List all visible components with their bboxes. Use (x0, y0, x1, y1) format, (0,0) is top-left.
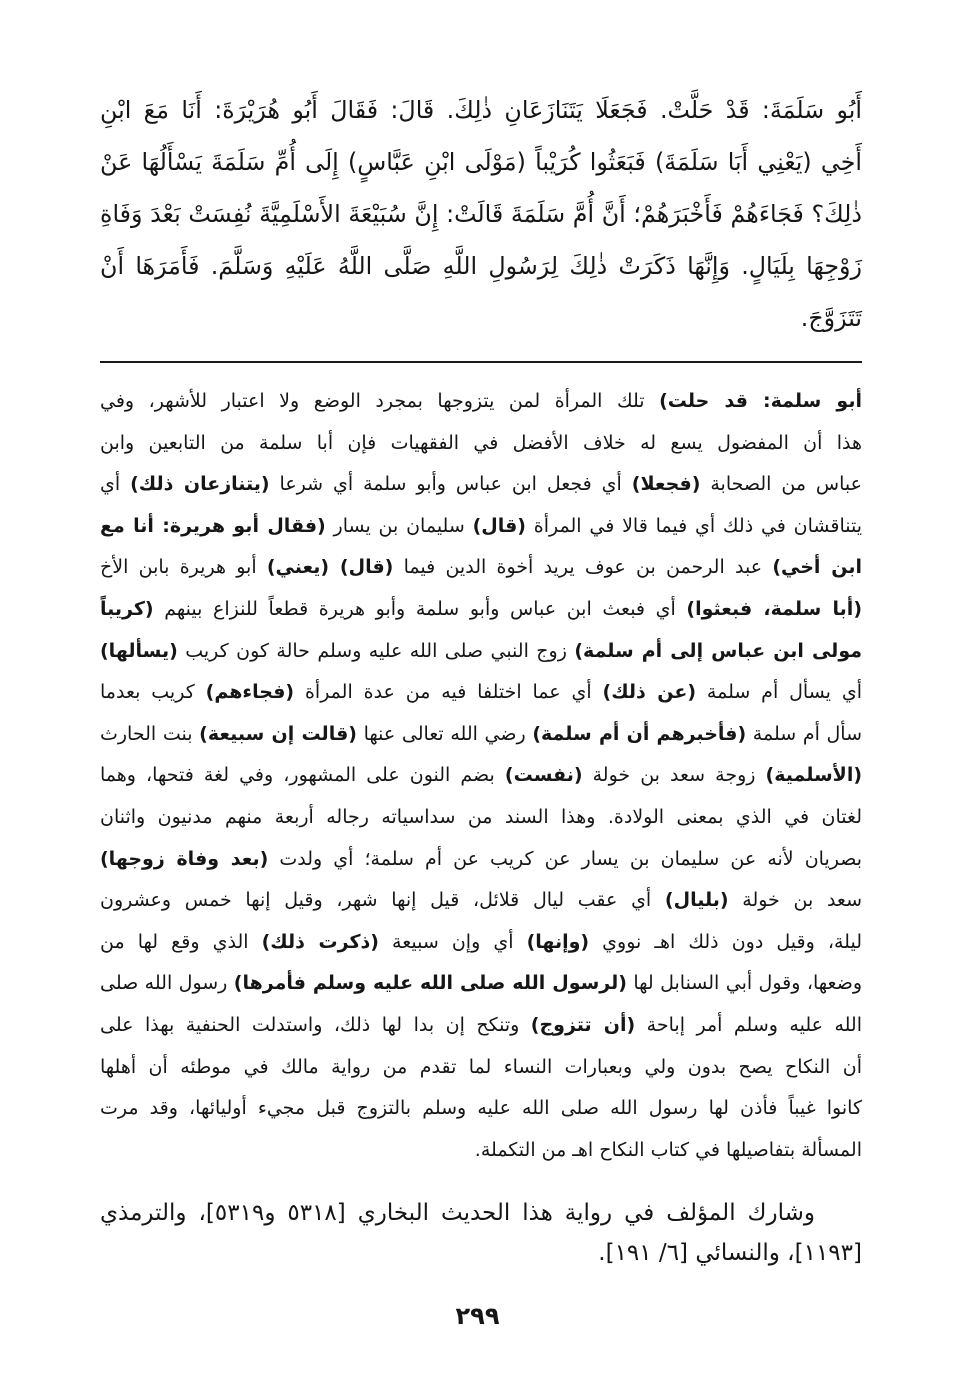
takhrij-line: وشارك المؤلف في رواية هذا الحديث البخاري [٥٣١٨ و٥٣١٩]، والترمذي (100, 1200, 815, 1226)
commentary-line (100, 1005, 862, 1047)
commentary-text: زوجة سعد بن خولة (582, 764, 766, 787)
quoted-hadith-phrase: (لرسول الله صلى الله عليه وسلم فأمرها) (233, 972, 627, 995)
commentary-text: بصريان لأنه عن سليمان بن يسار عن كريب عن أم سلمة؛ أي ولدت (268, 847, 862, 870)
commentary-line (100, 672, 862, 714)
commentary-text: كانوا غيباً فأذن لها رسول الله صلى الله عليه وسلم بالتزوج قبل مجيء أوليائها، وقد مرت (100, 1097, 862, 1120)
quoted-hadith-phrase: (أن تتزوج) (530, 1013, 636, 1036)
quoted-hadith-phrase: (عن ذلك) (602, 681, 697, 704)
commentary-text: أي فبعث ابن عباس وأبو سلمة وأبو هريرة قطعاً للنزاع بينهم (153, 597, 687, 620)
separator-rule (100, 361, 862, 363)
takhrij-note (100, 1193, 862, 1273)
quoted-hadith-phrase: (فجعلا) (631, 473, 701, 496)
commentary-text: رسول الله صلى (100, 972, 234, 995)
quoted-hadith-phrase: (بعد وفاة زوجها) (100, 847, 269, 870)
commentary-text: أي عما اختلفا فيه من عدة المرأة (294, 681, 603, 704)
commentary (100, 381, 862, 1171)
commentary-text: الذي وقع لها من (100, 930, 262, 953)
commentary-text: أي (100, 473, 131, 496)
quoted-hadith-phrase: (أبا سلمة، فبعثوا) (686, 597, 862, 620)
commentary-text: ليلة، وقيل دون ذلك اهـ نووي (589, 930, 862, 953)
quoted-hadith-phrase: (قال) (472, 514, 526, 537)
commentary-text: المسألة بتفاصيلها في كتاب النكاح اهـ من التكملة. (474, 1138, 862, 1161)
commentary-line (100, 880, 862, 922)
quoted-hadith-phrase: (وإنها) (526, 930, 590, 953)
commentary-text: أن النكاح يصح بدون ولي وبعبارات النساء لما تقدم من رواية مالك في موطئه أن أهلها (100, 1055, 862, 1078)
commentary-text: أي وإن سبيعة (378, 930, 527, 953)
quoted-hadith-phrase: (فقال أبو هريرة: أنا مع (100, 514, 326, 537)
hadith-line: تَتَزَوَّجَ. (800, 304, 862, 332)
commentary-line (100, 1047, 862, 1089)
commentary-text: كريب بعدما (100, 681, 206, 704)
commentary-text: سأل أم سلمة (746, 722, 863, 745)
commentary-text: لغتان في الذي بمعنى الولادة. وهذا السند من سداسياته رجاله أربعة منهم مدنيون واثنان (100, 805, 862, 828)
commentary-text: هذا أن المفضول يسع له خلاف الأفضل في الفقهيات فإن أبا سلمة من التابعين وابن (100, 431, 862, 454)
commentary-text: زوج النبي صلى الله عليه وسلم حالة كون كريب (177, 639, 575, 662)
commentary-line (100, 839, 862, 881)
commentary-text: عبد الرحمن بن عوف يريد أخوة الدين فيما (393, 556, 773, 579)
quoted-hadith-phrase: (فجاءهم) (205, 681, 295, 704)
hadith-line: زَوْجِهَا بِلَيَالٍ. وَإِنَّهَا ذَكَرَتْ ذٰلِكَ لِرَسُولِ اللَّهِ صَلَّى اللَّهُ عَلَيْهِ وَسَلَّمَ. فَأَمَرَهَا أَنْ (100, 252, 862, 280)
commentary-text: عباس من الصحابة (700, 473, 862, 496)
commentary-line (100, 464, 862, 506)
quoted-hadith-phrase: (يتنازعان ذلك) (130, 473, 270, 496)
commentary-line (100, 506, 862, 548)
hadith-text (100, 84, 862, 344)
commentary-line (100, 547, 862, 589)
commentary-text: رضي الله تعالى عنها (356, 722, 533, 745)
commentary-line (100, 381, 862, 423)
hadith-line: أَخِي (يَعْنِي أَبَا سَلَمَةَ) فَبَعَثُوا كُرَيْباً (مَوْلَى ابْنِ عَبَّاسٍ) إِلَى أُمِّ سَلَمَةَ يَسْأَلُهَا عَنْ (100, 148, 862, 176)
quoted-hadith-phrase: مولى ابن عباس إلى أم سلمة) (574, 639, 862, 662)
quoted-hadith-phrase: (فأخبرهم أن أم سلمة) (532, 722, 747, 745)
commentary-line (100, 631, 862, 673)
commentary-line (100, 714, 862, 756)
commentary-text: أي يسأل أم سلمة (696, 681, 862, 704)
commentary-text: بنت الحارث (100, 722, 200, 745)
commentary-text: أبو هريرة بابن الأخ (100, 556, 267, 579)
hadith-line: ذٰلِكَ؟ فَجَاءَهُمْ فَأَخْبَرَهُمْ؛ أَنَّ أُمَّ سَلَمَةَ قَالَتْ: إِنَّ سُبَيْعَةَ الأَسْلَمِيَّةَ نُفِسَتْ بَعْدَ وَفَاةِ (100, 200, 862, 228)
commentary-text: أي فجعل ابن عباس وأبو سلمة أي شرعا (269, 473, 632, 496)
commentary-line (100, 1130, 862, 1172)
quoted-hadith-phrase: (قالت إن سبيعة) (199, 722, 357, 745)
commentary-line (100, 922, 862, 964)
commentary-text: بضم النون على المشهور، وفي لغة فتحها، وهما (100, 764, 505, 787)
commentary-line (100, 797, 862, 839)
quoted-hadith-phrase: أبو سلمة: قد حلت) (659, 390, 862, 412)
commentary-text: تلك المرأة لمن يتزوجها بمجرد الوضع ولا اعتبار للأشهر، وفي (100, 390, 660, 412)
quoted-hadith-phrase: (نفست) (504, 764, 583, 787)
commentary-line (100, 755, 862, 797)
commentary-text: وضعها، وقول أبي السنابل لها (626, 972, 862, 995)
commentary-line (100, 423, 862, 465)
quoted-hadith-phrase: (بليال) (664, 889, 729, 912)
takhrij-line: [١١٩٣]، والنسائي [٦/ ١٩١]. (598, 1240, 862, 1266)
commentary-text: أي عقب ليال قلائل، قيل إنها شهر، وقيل إنها خمس وعشرون (100, 889, 665, 912)
quoted-hadith-phrase: (كريباً (100, 597, 154, 620)
commentary-line (100, 963, 862, 1005)
quoted-hadith-phrase: (يسألها) (100, 639, 178, 662)
commentary-text: سليمان بن يسار (325, 514, 473, 537)
page-number: ٢٩٩ (455, 1302, 500, 1330)
commentary-text: يتناقشان في ذلك أي فيما قالا في المرأة (526, 514, 862, 537)
commentary-text: الله عليه وسلم أمر إباحة (635, 1013, 863, 1036)
commentary-line (100, 1088, 862, 1130)
quoted-hadith-phrase: (قال) (يعني) (266, 556, 394, 579)
commentary-text: سعد بن خولة (728, 889, 863, 912)
commentary-line (100, 589, 862, 631)
quoted-hadith-phrase: (ذكرت ذلك) (261, 930, 379, 953)
hadith-line: أَبُو سَلَمَةَ: قَدْ حَلَّتْ. فَجَعَلَا يَتَنَازَعَانِ ذٰلِكَ. قَالَ: فَقَالَ أَبُو هُرَيْرَةَ: أَنَا مَعَ ابْنِ (100, 96, 862, 124)
quoted-hadith-phrase: (الأسلمية) (765, 764, 863, 787)
quoted-hadith-phrase: ابن أخي) (772, 556, 863, 579)
commentary-text: وتنكح إن بدا لها ذلك، واستدلت الحنفية بهذا على (100, 1013, 531, 1036)
